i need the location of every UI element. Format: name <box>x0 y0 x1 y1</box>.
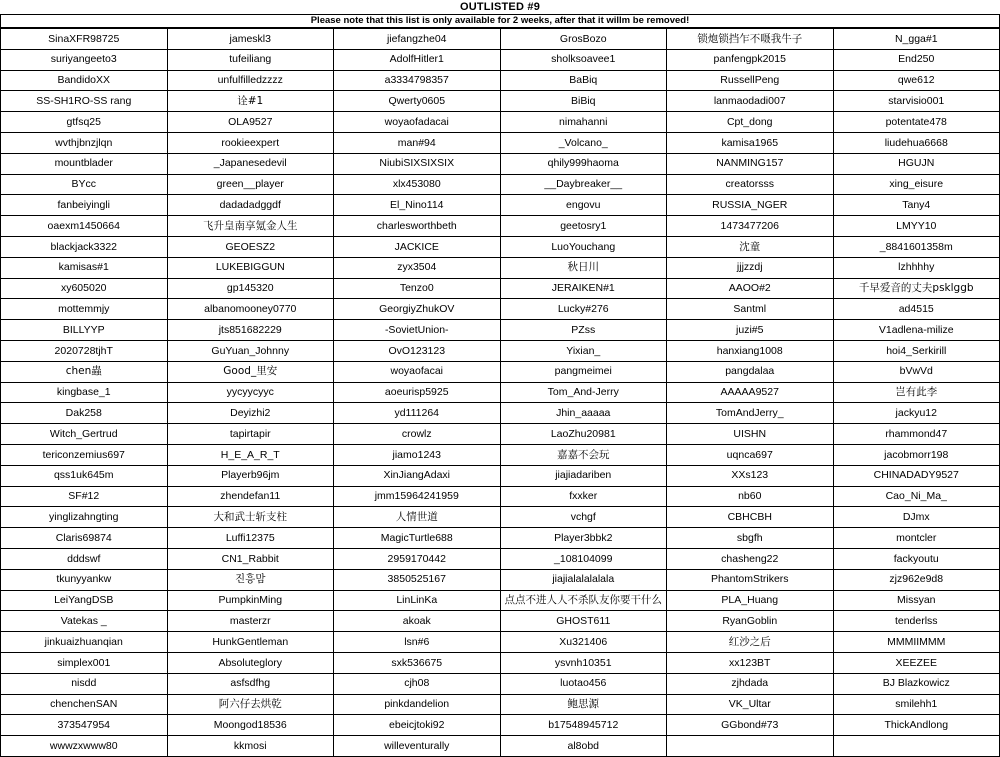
table-cell-username[interactable]: V1adlena-milize <box>833 320 1000 341</box>
table-cell-username[interactable]: jmm15964241959 <box>334 486 501 507</box>
table-row <box>1 465 1000 486</box>
table-cell-username[interactable]: sxk536675 <box>334 652 501 673</box>
table-row <box>1 403 1000 424</box>
table-cell-username[interactable]: nb60 <box>667 486 834 507</box>
table-cell-username[interactable]: woyaofacai <box>334 361 501 382</box>
table-cell-username[interactable]: dadadadggdf <box>167 195 334 216</box>
table-cell-username[interactable]: RUSSIA_NGER <box>667 195 834 216</box>
table-cell-username[interactable]: SinaXFR98725 <box>1 29 168 50</box>
table-cell-username[interactable]: Xu321406 <box>500 632 667 653</box>
table-cell-username[interactable]: __Daybreaker__ <box>500 174 667 195</box>
table-cell-username[interactable]: 373547954 <box>1 715 168 736</box>
table-cell-username[interactable]: AAOO#2 <box>667 278 834 299</box>
table-cell-username[interactable]: nimahanni <box>500 112 667 133</box>
table-cell-username[interactable]: albanomooney0770 <box>167 299 334 320</box>
table-cell-username[interactable]: simplex001 <box>1 652 168 673</box>
table-cell-username[interactable]: charlesworthbeth <box>334 216 501 237</box>
table-cell-username[interactable]: potentate478 <box>833 112 1000 133</box>
table-cell-username[interactable]: tenderlss <box>833 611 1000 632</box>
table-row <box>1 382 1000 403</box>
table-cell-username[interactable]: _Volcano_ <box>500 132 667 153</box>
table-row <box>1 528 1000 549</box>
table-cell-username[interactable]: lanmaodadi007 <box>667 91 834 112</box>
table-cell-username[interactable]: dddswf <box>1 548 168 569</box>
table-cell-username[interactable]: pangmeimei <box>500 361 667 382</box>
table-cell-username[interactable]: jacobmorr198 <box>833 444 1000 465</box>
table-cell-username[interactable]: zyx3504 <box>334 257 501 278</box>
table-cell-username[interactable]: HunkGentleman <box>167 632 334 653</box>
table-cell-username[interactable]: RyanGoblin <box>667 611 834 632</box>
table-cell-username[interactable]: Absoluteglory <box>167 652 334 673</box>
table-cell-username[interactable]: xy605020 <box>1 278 168 299</box>
table-cell-username[interactable]: unfulfilledzzzz <box>167 70 334 91</box>
table-cell-username[interactable]: rookieexpert <box>167 132 334 153</box>
table-cell-username[interactable]: lzhhhhy <box>833 257 1000 278</box>
table-cell-username[interactable]: sholksoavee1 <box>500 49 667 70</box>
table-cell-username[interactable]: jiajiadariben <box>500 465 667 486</box>
table-cell-username[interactable]: creatorsss <box>667 174 834 195</box>
table-cell-username[interactable]: BILLYYP <box>1 320 168 341</box>
table-cell-username[interactable]: kamisa1965 <box>667 132 834 153</box>
table-cell-username[interactable]: juzi#5 <box>667 320 834 341</box>
table-cell-username[interactable]: qss1uk645m <box>1 465 168 486</box>
table-cell-username[interactable]: pangdalaa <box>667 361 834 382</box>
table-cell-username[interactable]: 诠#1 <box>167 91 334 112</box>
table-cell-username[interactable]: AAAAA9527 <box>667 382 834 403</box>
table-cell-username[interactable]: Player3bbk2 <box>500 528 667 549</box>
table-row <box>1 715 1000 736</box>
table-row <box>1 153 1000 174</box>
table-cell-username[interactable]: 锁炮锁挡乍不嗫我牛子 <box>667 29 834 50</box>
table-cell-username[interactable]: yinglizahngting <box>1 507 168 528</box>
table-cell-username[interactable]: CBHCBH <box>667 507 834 528</box>
table-cell-username[interactable]: 2020728tjhT <box>1 340 168 361</box>
table-cell-username[interactable]: OvO123123 <box>334 340 501 361</box>
table-cell-username[interactable]: ebeicjtoki92 <box>334 715 501 736</box>
table-cell-username[interactable]: starvisio001 <box>833 91 1000 112</box>
table-row <box>1 694 1000 715</box>
table-cell-username[interactable]: smilehh1 <box>833 694 1000 715</box>
table-cell-username[interactable]: Claris69874 <box>1 528 168 549</box>
table-cell-username[interactable]: PLA_Huang <box>667 590 834 611</box>
table-row <box>1 486 1000 507</box>
table-cell-username[interactable]: XEEZEE <box>833 652 1000 673</box>
table-cell-username[interactable]: Santml <box>667 299 834 320</box>
table-cell-username[interactable]: Lucky#276 <box>500 299 667 320</box>
table-cell-username[interactable]: ysvnh10351 <box>500 652 667 673</box>
table-cell-username[interactable]: _108104099 <box>500 548 667 569</box>
table-cell-username[interactable]: gp145320 <box>167 278 334 299</box>
table-row <box>1 278 1000 299</box>
table-row <box>1 673 1000 694</box>
table-cell-username[interactable]: pinkdandelion <box>334 694 501 715</box>
table-cell-username[interactable]: Cao_Ni_Ma_ <box>833 486 1000 507</box>
table-cell-username[interactable]: PZss <box>500 320 667 341</box>
table-cell-username[interactable]: tkunyyankw <box>1 569 168 590</box>
table-row <box>1 236 1000 257</box>
table-cell-username[interactable]: Tom_And-Jerry <box>500 382 667 403</box>
table-cell-username[interactable]: kamisas#1 <box>1 257 168 278</box>
table-cell-username[interactable]: xing_eisure <box>833 174 1000 195</box>
table-cell-username[interactable]: uqnca697 <box>667 444 834 465</box>
table-cell-username[interactable]: Tany4 <box>833 195 1000 216</box>
table-cell-username[interactable]: BiBiq <box>500 91 667 112</box>
table-row <box>1 49 1000 70</box>
table-cell-username[interactable]: Tenzo0 <box>334 278 501 299</box>
table-row <box>1 174 1000 195</box>
table-cell-username[interactable]: wwwzxwww80 <box>1 736 168 757</box>
table-cell-username[interactable]: End250 <box>833 49 1000 70</box>
table-cell-username[interactable]: green__player <box>167 174 334 195</box>
table-cell-username[interactable]: HGUJN <box>833 153 1000 174</box>
table-cell-username[interactable]: GHOST611 <box>500 611 667 632</box>
table-cell-username[interactable]: Witch_Gertrud <box>1 424 168 445</box>
table-cell-username[interactable]: tapirtapir <box>167 424 334 445</box>
table-cell-username[interactable]: tericonzemius697 <box>1 444 168 465</box>
table-row <box>1 736 1000 757</box>
table-cell-username[interactable]: 1473477206 <box>667 216 834 237</box>
table-cell-username[interactable]: 3850525167 <box>334 569 501 590</box>
table-row <box>1 611 1000 632</box>
table-cell-username[interactable]: XinJiangAdaxi <box>334 465 501 486</box>
table-cell-username[interactable]: 嘉嘉不会玩 <box>500 444 667 465</box>
table-cell-username[interactable]: hanxiang1008 <box>667 340 834 361</box>
table-cell-username[interactable]: PhantomStrikers <box>667 569 834 590</box>
table-cell-username[interactable]: jts851682229 <box>167 320 334 341</box>
table-cell-username[interactable]: 红沙之后 <box>667 632 834 653</box>
table-cell-username[interactable]: panfengpk2015 <box>667 49 834 70</box>
table-cell-username[interactable]: JERAIKEN#1 <box>500 278 667 299</box>
table-cell-username[interactable]: lsn#6 <box>334 632 501 653</box>
table-cell-username[interactable]: oaexm1450664 <box>1 216 168 237</box>
table-cell-username[interactable]: OLA9527 <box>167 112 334 133</box>
table-cell-username[interactable]: Luffi12375 <box>167 528 334 549</box>
table-cell-username[interactable]: MagicTurtle688 <box>334 528 501 549</box>
table-cell-username[interactable]: jiamo1243 <box>334 444 501 465</box>
table-cell-username[interactable]: hoi4_Serkirill <box>833 340 1000 361</box>
table-row <box>1 70 1000 91</box>
table-cell-username[interactable]: fxxker <box>500 486 667 507</box>
table-cell-username[interactable]: CHINADADY9527 <box>833 465 1000 486</box>
table-cell-username[interactable]: DJmx <box>833 507 1000 528</box>
table-cell-username[interactable]: H_E_A_R_T <box>167 444 334 465</box>
table-cell-username[interactable]: 秋日川 <box>500 257 667 278</box>
table-cell-username[interactable]: NANMING157 <box>667 153 834 174</box>
table-cell-username[interactable]: masterzr <box>167 611 334 632</box>
table-cell-username[interactable]: GrosBozo <box>500 29 667 50</box>
table-cell-username[interactable]: _Japanesedevil <box>167 153 334 174</box>
table-cell-username[interactable]: nisdd <box>1 673 168 694</box>
table-cell-username[interactable]: Jhin_aaaaa <box>500 403 667 424</box>
table-row <box>1 91 1000 112</box>
table-row <box>1 299 1000 320</box>
table-cell-username[interactable]: asfsdfhg <box>167 673 334 694</box>
table-cell-username[interactable]: suriyangeeto3 <box>1 49 168 70</box>
table-cell-username[interactable]: 人情世道 <box>334 507 501 528</box>
table-cell-username[interactable]: jjjzzdj <box>667 257 834 278</box>
table-cell-username[interactable]: woyaofadacai <box>334 112 501 133</box>
table-cell-username[interactable]: CN1_Rabbit <box>167 548 334 569</box>
table-cell-username[interactable]: LUKEBIGGUN <box>167 257 334 278</box>
table-cell-username[interactable]: jiefangzhe04 <box>334 29 501 50</box>
table-cell-username[interactable]: MMMIIMMM <box>833 632 1000 653</box>
table-cell-username[interactable]: qwe612 <box>833 70 1000 91</box>
table-cell-username[interactable]: Deyizhi2 <box>167 403 334 424</box>
table-cell-username[interactable]: GuYuan_Johnny <box>167 340 334 361</box>
table-cell-username[interactable]: NiubiSIXSIXSIX <box>334 153 501 174</box>
table-cell-username[interactable]: cjh08 <box>334 673 501 694</box>
table-row <box>1 320 1000 341</box>
table-cell-username[interactable]: xlx453080 <box>334 174 501 195</box>
notice-banner: Please note that this list is only available for 2 weeks, after that it willm be removed! <box>0 14 1000 28</box>
table-cell-username[interactable]: crowlz <box>334 424 501 445</box>
table-cell-username[interactable]: zjz962e9d8 <box>833 569 1000 590</box>
table-cell-username[interactable]: LinLinKa <box>334 590 501 611</box>
table-row <box>1 652 1000 673</box>
table-cell-username[interactable]: BaBiq <box>500 70 667 91</box>
table-row <box>1 632 1000 653</box>
table-cell-username[interactable]: akoak <box>334 611 501 632</box>
table-cell-username[interactable]: chen蟲 <box>1 361 168 382</box>
table-cell-username[interactable]: Cpt_dong <box>667 112 834 133</box>
table-cell-username[interactable]: 岂有此李 <box>833 382 1000 403</box>
table-cell-username[interactable]: RussellPeng <box>667 70 834 91</box>
table-cell-username[interactable]: BJ Blazkowicz <box>833 673 1000 694</box>
table-cell-username[interactable]: 진흥맘 <box>167 569 334 590</box>
table-cell-empty[interactable] <box>833 736 1000 757</box>
username-table <box>0 28 1000 757</box>
table-cell-username[interactable]: 点点不进人人不杀队友你要干什么 <box>500 590 667 611</box>
table-row <box>1 132 1000 153</box>
table-cell-username[interactable]: jackyu12 <box>833 403 1000 424</box>
table-cell-username[interactable]: luotao456 <box>500 673 667 694</box>
table-cell-username[interactable]: BandidoXX <box>1 70 168 91</box>
table-cell-username[interactable]: jiajialalalalala <box>500 569 667 590</box>
table-cell-username[interactable]: xx123BT <box>667 652 834 673</box>
table-cell-username[interactable]: kkmosi <box>167 736 334 757</box>
table-cell-username[interactable]: montcler <box>833 528 1000 549</box>
table-cell-username[interactable]: mottemmjy <box>1 299 168 320</box>
table-cell-username[interactable]: zjhdada <box>667 673 834 694</box>
table-row <box>1 112 1000 133</box>
table-cell-username[interactable]: vchgf <box>500 507 667 528</box>
table-row <box>1 340 1000 361</box>
table-row <box>1 590 1000 611</box>
table-row <box>1 569 1000 590</box>
table-cell-username[interactable]: kingbase_1 <box>1 382 168 403</box>
table-cell-username[interactable]: 大和武士斩支柱 <box>167 507 334 528</box>
table-cell-username[interactable]: UISHN <box>667 424 834 445</box>
table-cell-username[interactable]: _8841601358m <box>833 236 1000 257</box>
table-cell-username[interactable]: engovu <box>500 195 667 216</box>
table-cell-username[interactable]: N_gga#1 <box>833 29 1000 50</box>
table-cell-username[interactable]: Vatekas _ <box>1 611 168 632</box>
table-cell-username[interactable]: a3334798357 <box>334 70 501 91</box>
table-cell-username[interactable]: GeorgiyZhukOV <box>334 299 501 320</box>
table-cell-username[interactable]: Yixian_ <box>500 340 667 361</box>
table-cell-username[interactable]: 2959170442 <box>334 548 501 569</box>
table-cell-username[interactable]: zhendefan11 <box>167 486 334 507</box>
table-cell-username[interactable]: al8obd <box>500 736 667 757</box>
table-cell-username[interactable]: El_Nino114 <box>334 195 501 216</box>
table-cell-username[interactable]: mountblader <box>1 153 168 174</box>
table-cell-username[interactable]: chasheng22 <box>667 548 834 569</box>
table-cell-username[interactable]: b17548945712 <box>500 715 667 736</box>
table-row <box>1 361 1000 382</box>
table-cell-username[interactable]: wvthjbnzjlqn <box>1 132 168 153</box>
table-cell-username[interactable]: fackyoutu <box>833 548 1000 569</box>
table-cell-username[interactable]: SF#12 <box>1 486 168 507</box>
table-cell-username[interactable]: ad4515 <box>833 299 1000 320</box>
table-cell-username[interactable]: -SovietUnion- <box>334 320 501 341</box>
table-cell-username[interactable]: yycyycyyc <box>167 382 334 403</box>
table-cell-username[interactable]: AdolfHitler1 <box>334 49 501 70</box>
table-cell-username[interactable]: BYcc <box>1 174 168 195</box>
table-cell-username[interactable]: VK_Ultar <box>667 694 834 715</box>
table-cell-username[interactable]: blackjack3322 <box>1 236 168 257</box>
table-cell-username[interactable]: XXs123 <box>667 465 834 486</box>
table-cell-username[interactable]: Dak258 <box>1 403 168 424</box>
table-cell-username[interactable]: bVwVd <box>833 361 1000 382</box>
table-row <box>1 444 1000 465</box>
table-cell-username[interactable]: chenchenSAN <box>1 694 168 715</box>
table-cell-username[interactable]: Missyan <box>833 590 1000 611</box>
table-cell-username[interactable]: LuoYouchang <box>500 236 667 257</box>
table-cell-username[interactable]: fanbeiyingli <box>1 195 168 216</box>
table-cell-username[interactable]: GEOESZ2 <box>167 236 334 257</box>
table-cell-username[interactable]: 阿六仔去烘乾 <box>167 694 334 715</box>
table-cell-username[interactable]: ThickAndlong <box>833 715 1000 736</box>
table-cell-username[interactable]: Moongod18536 <box>167 715 334 736</box>
table-cell-username[interactable]: LaoZhu20981 <box>500 424 667 445</box>
table-row <box>1 195 1000 216</box>
table-cell-username[interactable]: willeventurally <box>334 736 501 757</box>
table-cell-username[interactable]: Qwerty0605 <box>334 91 501 112</box>
table-cell-username[interactable]: sbgfh <box>667 528 834 549</box>
table-cell-username[interactable]: tufeiliang <box>167 49 334 70</box>
table-cell-username[interactable]: yd111264 <box>334 403 501 424</box>
username-table-body <box>1 29 1000 757</box>
table-row <box>1 548 1000 569</box>
table-cell-username[interactable]: rhammond47 <box>833 424 1000 445</box>
table-row <box>1 257 1000 278</box>
table-cell-empty[interactable] <box>667 736 834 757</box>
table-cell-username[interactable]: 鲍思源 <box>500 694 667 715</box>
table-cell-username[interactable]: man#94 <box>334 132 501 153</box>
table-cell-username[interactable]: aoeurisp5925 <box>334 382 501 403</box>
table-cell-username[interactable]: geetosry1 <box>500 216 667 237</box>
table-cell-username[interactable]: GGbond#73 <box>667 715 834 736</box>
page-title: OUTLISTED #9 <box>459 0 541 13</box>
table-row <box>1 29 1000 50</box>
table-cell-username[interactable]: PumpkinMing <box>167 590 334 611</box>
table-cell-username[interactable]: JACKICE <box>334 236 501 257</box>
table-cell-username[interactable]: LMYY10 <box>833 216 1000 237</box>
table-cell-username[interactable]: jinkuaizhuanqian <box>1 632 168 653</box>
table-cell-username[interactable]: 沈童 <box>667 236 834 257</box>
table-cell-username[interactable]: LeiYangDSB <box>1 590 168 611</box>
table-cell-username[interactable]: Playerb96jm <box>167 465 334 486</box>
table-cell-username[interactable]: gtfsq25 <box>1 112 168 133</box>
table-cell-username[interactable]: qhily999haoma <box>500 153 667 174</box>
table-row <box>1 216 1000 237</box>
table-cell-username[interactable]: 飞升皇南享氪金人生 <box>167 216 334 237</box>
table-cell-username[interactable]: jameskl3 <box>167 29 334 50</box>
table-cell-username[interactable]: Good_里安 <box>167 361 334 382</box>
table-row <box>1 424 1000 445</box>
table-row <box>1 507 1000 528</box>
table-cell-username[interactable]: 千早爱音的丈夫psklggb <box>833 278 1000 299</box>
table-cell-username[interactable]: SS-SH1RO-SS rang <box>1 91 168 112</box>
table-cell-username[interactable]: liudehua6668 <box>833 132 1000 153</box>
table-cell-username[interactable]: TomAndJerry_ <box>667 403 834 424</box>
